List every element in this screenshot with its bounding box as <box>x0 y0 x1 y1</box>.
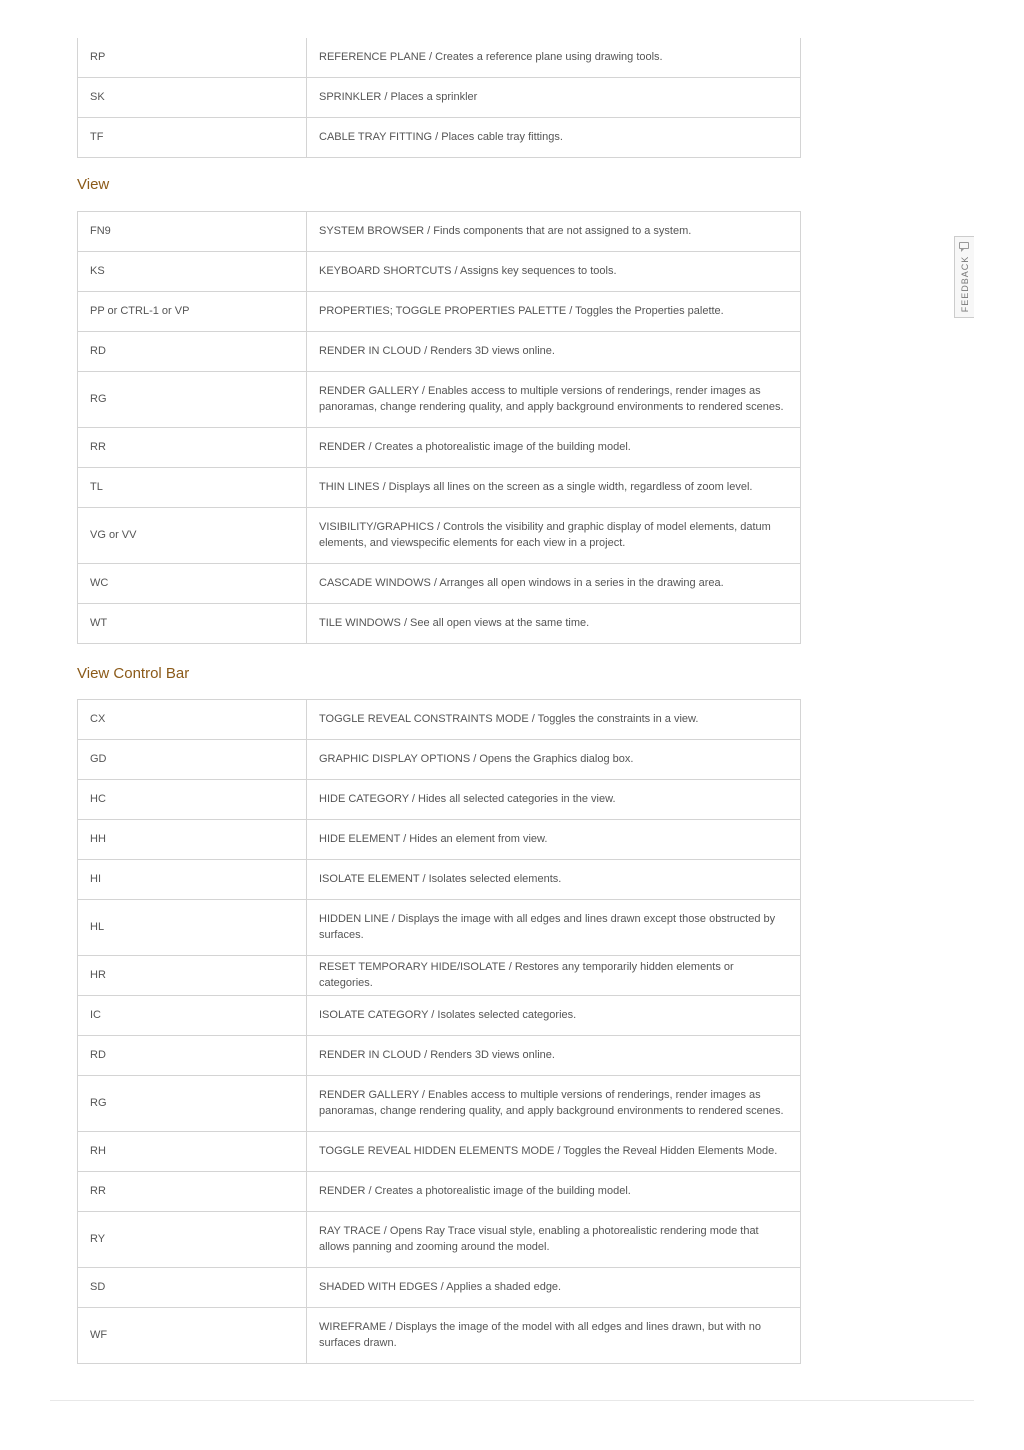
shortcut-description: HIDE ELEMENT / Hides an element from view. <box>307 820 801 860</box>
shortcut-description: TILE WINDOWS / See all open views at the same time. <box>307 604 801 644</box>
feedback-tab[interactable] <box>954 236 974 318</box>
shortcut-key: GD <box>78 740 307 780</box>
table-row <box>78 1172 801 1212</box>
table-row <box>78 38 801 78</box>
shortcut-key: TL <box>78 468 307 508</box>
table-row <box>78 1308 801 1364</box>
shortcut-description: TOGGLE REVEAL HIDDEN ELEMENTS MODE / Toggles the Reveal Hidden Elements Mode. <box>307 1132 801 1172</box>
shortcut-description: TOGGLE REVEAL CONSTRAINTS MODE / Toggles the constraints in a view. <box>307 700 801 740</box>
shortcut-description: ISOLATE ELEMENT / Isolates selected elements. <box>307 860 801 900</box>
table-row <box>78 212 801 252</box>
shortcut-description: HIDE CATEGORY / Hides all selected categories in the view. <box>307 780 801 820</box>
table-row <box>78 740 801 780</box>
shortcut-description: RENDER GALLERY / Enables access to multiple versions of renderings, render images as panoramas, change rendering quality, and apply background environments to rendered scenes. <box>307 1076 801 1132</box>
shortcut-description: CABLE TRAY FITTING / Places cable tray fittings. <box>307 118 801 158</box>
shortcut-description: KEYBOARD SHORTCUTS / Assigns key sequences to tools. <box>307 252 801 292</box>
table-row <box>78 372 801 428</box>
shortcut-description: THIN LINES / Displays all lines on the screen as a single width, regardless of zoom level. <box>307 468 801 508</box>
section-title-view: View <box>77 176 110 193</box>
shortcut-description: SPRINKLER / Places a sprinkler <box>307 78 801 118</box>
shortcut-key: HL <box>78 900 307 956</box>
table-row <box>78 1132 801 1172</box>
table-row <box>78 780 801 820</box>
shortcut-key: HR <box>78 956 307 996</box>
shortcut-key: RY <box>78 1212 307 1268</box>
shortcut-description: ISOLATE CATEGORY / Isolates selected categories. <box>307 996 801 1036</box>
table-row <box>78 292 801 332</box>
shortcut-description: RENDER IN CLOUD / Renders 3D views online. <box>307 332 801 372</box>
table-row <box>78 1076 801 1132</box>
shortcut-description: REFERENCE PLANE / Creates a reference plane using drawing tools. <box>307 38 801 78</box>
shortcut-description: SHADED WITH EDGES / Applies a shaded edge. <box>307 1268 801 1308</box>
shortcut-description: RENDER IN CLOUD / Renders 3D views online. <box>307 1036 801 1076</box>
shortcut-description: RENDER / Creates a photorealistic image of the building model. <box>307 1172 801 1212</box>
table-row <box>78 252 801 292</box>
shortcut-key: HH <box>78 820 307 860</box>
table-row <box>78 332 801 372</box>
shortcut-key: SK <box>78 78 307 118</box>
table-row <box>78 820 801 860</box>
shortcut-table-view-control-bar <box>77 699 801 1364</box>
table-row <box>78 700 801 740</box>
shortcut-key: KS <box>78 252 307 292</box>
shortcut-description: SYSTEM BROWSER / Finds components that are not assigned to a system. <box>307 212 801 252</box>
table-row <box>78 900 801 956</box>
footer-divider <box>50 1400 974 1401</box>
table-row <box>78 1268 801 1308</box>
shortcut-key: RR <box>78 1172 307 1212</box>
table-row <box>78 1036 801 1076</box>
shortcut-key: RD <box>78 1036 307 1076</box>
shortcut-key: HC <box>78 780 307 820</box>
shortcut-key: SD <box>78 1268 307 1308</box>
shortcut-key: RD <box>78 332 307 372</box>
shortcut-description: HIDDEN LINE / Displays the image with all edges and lines drawn except those obstructed by surfaces. <box>307 900 801 956</box>
table-row <box>78 604 801 644</box>
shortcut-key: RH <box>78 1132 307 1172</box>
table-row <box>78 1212 801 1268</box>
shortcut-key: PP or CTRL-1 or VP <box>78 292 307 332</box>
shortcut-description: RESET TEMPORARY HIDE/ISOLATE / Restores any temporarily hidden elements or categories. <box>307 956 801 996</box>
shortcut-key: FN9 <box>78 212 307 252</box>
shortcut-description: PROPERTIES; TOGGLE PROPERTIES PALETTE / Toggles the Properties palette. <box>307 292 801 332</box>
feedback-label: FEEDBACK <box>960 255 970 313</box>
shortcut-table-continued <box>77 38 801 158</box>
shortcut-key: RG <box>78 372 307 428</box>
shortcut-table-view <box>77 211 801 644</box>
shortcut-key: CX <box>78 700 307 740</box>
shortcut-description: VISIBILITY/GRAPHICS / Controls the visibility and graphic display of model elements, datum elements, and viewspecific elements for each view in a project. <box>307 508 801 564</box>
shortcut-key: RG <box>78 1076 307 1132</box>
shortcut-key: VG or VV <box>78 508 307 564</box>
table-row <box>78 860 801 900</box>
table-row <box>78 996 801 1036</box>
shortcut-description: GRAPHIC DISPLAY OPTIONS / Opens the Graphics dialog box. <box>307 740 801 780</box>
speech-bubble-icon <box>959 242 969 249</box>
shortcut-description: RENDER / Creates a photorealistic image of the building model. <box>307 428 801 468</box>
table-row <box>78 468 801 508</box>
section-title-view-control-bar: View Control Bar <box>77 665 190 682</box>
table-row <box>78 78 801 118</box>
shortcut-key: HI <box>78 860 307 900</box>
table-row <box>78 564 801 604</box>
table-row <box>78 508 801 564</box>
shortcut-key: WT <box>78 604 307 644</box>
shortcut-description: WIREFRAME / Displays the image of the model with all edges and lines drawn, but with no surfaces drawn. <box>307 1308 801 1364</box>
table-row <box>78 118 801 158</box>
shortcut-key: IC <box>78 996 307 1036</box>
shortcut-key: RP <box>78 38 307 78</box>
table-row <box>78 428 801 468</box>
shortcut-key: TF <box>78 118 307 158</box>
shortcut-description: RENDER GALLERY / Enables access to multiple versions of renderings, render images as panoramas, change rendering quality, and apply background environments to rendered scenes. <box>307 372 801 428</box>
shortcut-key: WC <box>78 564 307 604</box>
shortcut-description: CASCADE WINDOWS / Arranges all open windows in a series in the drawing area. <box>307 564 801 604</box>
shortcut-description: RAY TRACE / Opens Ray Trace visual style, enabling a photorealistic rendering mode that allows panning and zooming around the model. <box>307 1212 801 1268</box>
shortcut-key: RR <box>78 428 307 468</box>
table-row <box>78 956 801 996</box>
shortcut-key: WF <box>78 1308 307 1364</box>
